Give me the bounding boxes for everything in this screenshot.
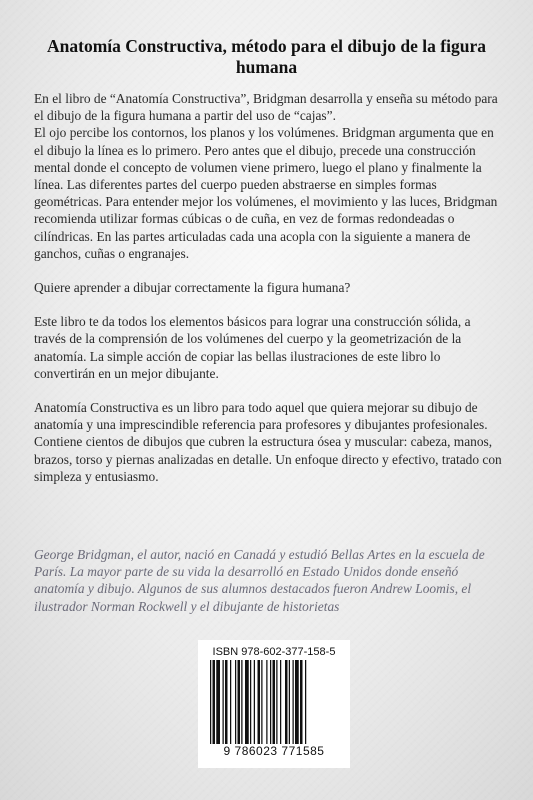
barcode-bars <box>210 660 338 744</box>
barcode-bar <box>230 660 231 744</box>
barcode-bar <box>273 660 276 744</box>
barcode-bar <box>276 660 277 744</box>
barcode <box>198 640 350 768</box>
barcode-bar <box>245 660 249 744</box>
barcode-bar <box>280 660 281 744</box>
barcode-bar <box>289 660 290 744</box>
spacer <box>34 296 502 313</box>
book-title: Anatomía Constructiva, método para el dibujo de la figura humana <box>47 36 486 77</box>
barcode-bar <box>241 660 242 744</box>
barcode-bar <box>216 660 220 744</box>
barcode-bar <box>258 660 261 744</box>
barcode-bar <box>295 660 299 744</box>
spacer <box>34 382 502 399</box>
barcode-bar <box>223 660 224 744</box>
description-text <box>34 90 502 485</box>
barcode-bar <box>225 660 228 744</box>
barcode-bar <box>300 660 303 744</box>
paragraph-method: El ojo percibe los contornos, los planos y los volúmenes. Bridgman argumenta que en el dibujo la línea es lo primero. Pero antes que el dibujo, precede una construcción mental donde el concepto de volumen viene primero, luego el plano y finalmente la línea. Las diferentes partes del cuerpo pueden abstraerse en simples formas geométricas. Para entender mejor los volúmenes, el movimiento y las luces, Bridgman recomienda utilizar formas cúbicas o de cuña, en vez de formas redondeadas o cilíndricas. En las partes articuladas cada una acopla con la siguiente a manera de ganchos, cuñas o engranajes. <box>34 125 498 261</box>
ean-digits: 9 786023 771585 <box>223 744 325 758</box>
paragraph-intro: En el libro de “Anatomía Constructiva”, Bridgman desarrolla y enseña su método para el dibujo de la figura humana a partir del uso de “cajas”. <box>34 91 498 124</box>
barcode-bar <box>238 660 241 744</box>
barcode-bar <box>210 660 211 744</box>
barcode-bar <box>270 660 271 744</box>
paragraph-contents: Contiene cientos de dibujos que cubren la estructura ósea y muscular: cabeza, manos, brazos, torso y piernas analizadas en detalle. Un enfoque directo y efectivo, tratado con simpleza y entusiasmo. <box>34 434 502 484</box>
paragraph-benefits: Este libro te da todos los elementos básicos para lograr una construcción sólida, a través de la comprensión de los volúmenes del cuerpo y la geometrización de la anatomía. La simple acción de copiar las bellas ilustraciones de este libro lo convertirán en un mejor dibujante. <box>34 314 471 381</box>
author-bio: George Bridgman, el autor, nació en Canadá y estudió Bellas Artes en la escuela de París. La mayor parte de su vida la desarrolló en Estado Unidos donde enseñó anatomía y dibujo. Algunos de sus alumnos destacados fueron Andrew Loomis, el ilustrador Norman Rockwell y el dibujante de historietas <box>34 547 485 614</box>
barcode-bar <box>213 660 216 744</box>
isbn-label: ISBN 978-602-377-158-5 <box>212 646 336 658</box>
barcode-bar <box>293 660 294 744</box>
barcode-bar <box>235 660 236 744</box>
paragraph-question: Quiere aprender a dibujar correctamente la figura humana? <box>34 280 351 296</box>
spacer <box>34 262 502 279</box>
barcode-bar <box>266 660 267 744</box>
barcode-bar <box>250 660 251 744</box>
barcode-bar <box>261 660 262 744</box>
barcode-bar <box>254 660 255 744</box>
barcode-bar <box>305 660 306 744</box>
paragraph-audience: Anatomía Constructiva es un libro para todo aquel que quiera mejorar su dibujo de anatomía y una imprescindible referencia para profesores y dibujantes profesionales. <box>34 400 488 433</box>
barcode-bar <box>285 660 288 744</box>
